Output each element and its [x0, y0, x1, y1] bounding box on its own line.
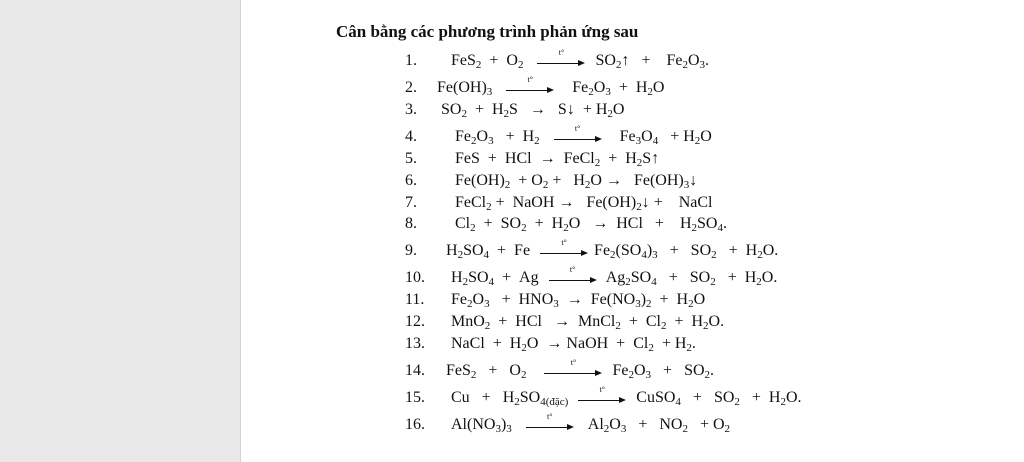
equation-number: 1.: [405, 52, 417, 69]
equation-number: 15.: [405, 389, 425, 406]
equation-formula: $Fe(OH)_2 + O_2 + H_2O$ → $Fe(OH)_3↓$: [455, 172, 698, 191]
equation-number: 2.: [405, 79, 417, 96]
heat-arrow-icon: t°: [506, 82, 554, 94]
equation-number: 3.: [405, 101, 417, 118]
equation-number: 13.: [405, 335, 425, 352]
equation-formula: $FeS_2 + O_2$ t° $SO_2↑$ + $Fe_2O_3$.: [451, 48, 710, 71]
equation-formula: NaCl + $H_2O$ → NaOH + $Cl_2 + H_2$.: [451, 335, 696, 354]
heat-arrow-icon: t°: [549, 272, 597, 284]
equation-formula: FeCl$_2$ + NaOH → $Fe(OH)_2↓$ + NaCl: [455, 194, 713, 213]
equation-formula: $Fe(OH)_3$ t° $Fe_2O_3 + H_2O$: [437, 75, 665, 98]
equation-number: 4.: [405, 128, 417, 145]
equation-number: 16.: [405, 416, 425, 433]
equation-number: 7.: [405, 194, 417, 211]
equation-formula: $Fe_2O_3 + H_2$ t° $Fe_3O_4 + H_2O$: [455, 124, 712, 147]
equation-formula: FeS + HCl → FeCl$_2$ + $H_2S↑$: [455, 150, 660, 169]
equation-number: 6.: [405, 172, 417, 189]
equation-formula: $Al(NO_3)_3$ t° $Al_2O_3 + NO_2 + O_2$: [451, 412, 731, 435]
equation-formula: $FeS_2 + O_2$ t° $Fe_2O_3 + SO_2$.: [446, 358, 715, 381]
equation-formula: $Cl_2 + SO_2 + H_2O$ → HCl + $H_2SO_4$.: [455, 215, 727, 234]
heat-arrow-icon: t°: [554, 131, 602, 143]
heat-arrow-icon: t°: [544, 365, 602, 377]
heat-arrow-icon: t°: [537, 55, 585, 67]
heat-arrow-icon: t°: [578, 392, 626, 404]
left-panel: [0, 0, 241, 462]
equation-number: 11.: [405, 291, 425, 308]
equation-formula: $H_2SO_4 + Fe$ t° $Fe_2(SO_4)_3 + SO_2 + H_2O$.: [446, 238, 779, 261]
equation-number: 5.: [405, 150, 417, 167]
equation-formula: $Cu + H_2SO_{4(đặc)}$ t° CuSO$_4$ + $SO_2 + H_2O$.: [451, 385, 802, 408]
equation-formula: $SO_2 + H_2S$ → S↓ + $H_2O$: [441, 101, 625, 120]
equation-formula: MnO$_2$ + HCl → MnCl$_2$ + $Cl_2 + H_2O$.: [451, 313, 725, 332]
equation-number: 9.: [405, 242, 417, 259]
page-title: Cân bằng các phương trình phản ứng sau: [336, 22, 639, 41]
heat-arrow-icon: t°: [540, 245, 588, 257]
equation-number: 14.: [405, 362, 425, 379]
equation-number: 8.: [405, 215, 417, 232]
equation-formula: $H_2SO_4 + Ag$ t° $Ag_2SO_4 + SO_2 + H_2O$.: [451, 265, 778, 288]
equation-formula: $Fe_2O_3 + HNO_3 \to Fe(NO_3)_2 + H_2O$: [451, 291, 706, 310]
heat-arrow-icon: t°: [526, 419, 574, 431]
equation-number: 10.: [405, 269, 425, 286]
equation-number: 12.: [405, 313, 425, 330]
